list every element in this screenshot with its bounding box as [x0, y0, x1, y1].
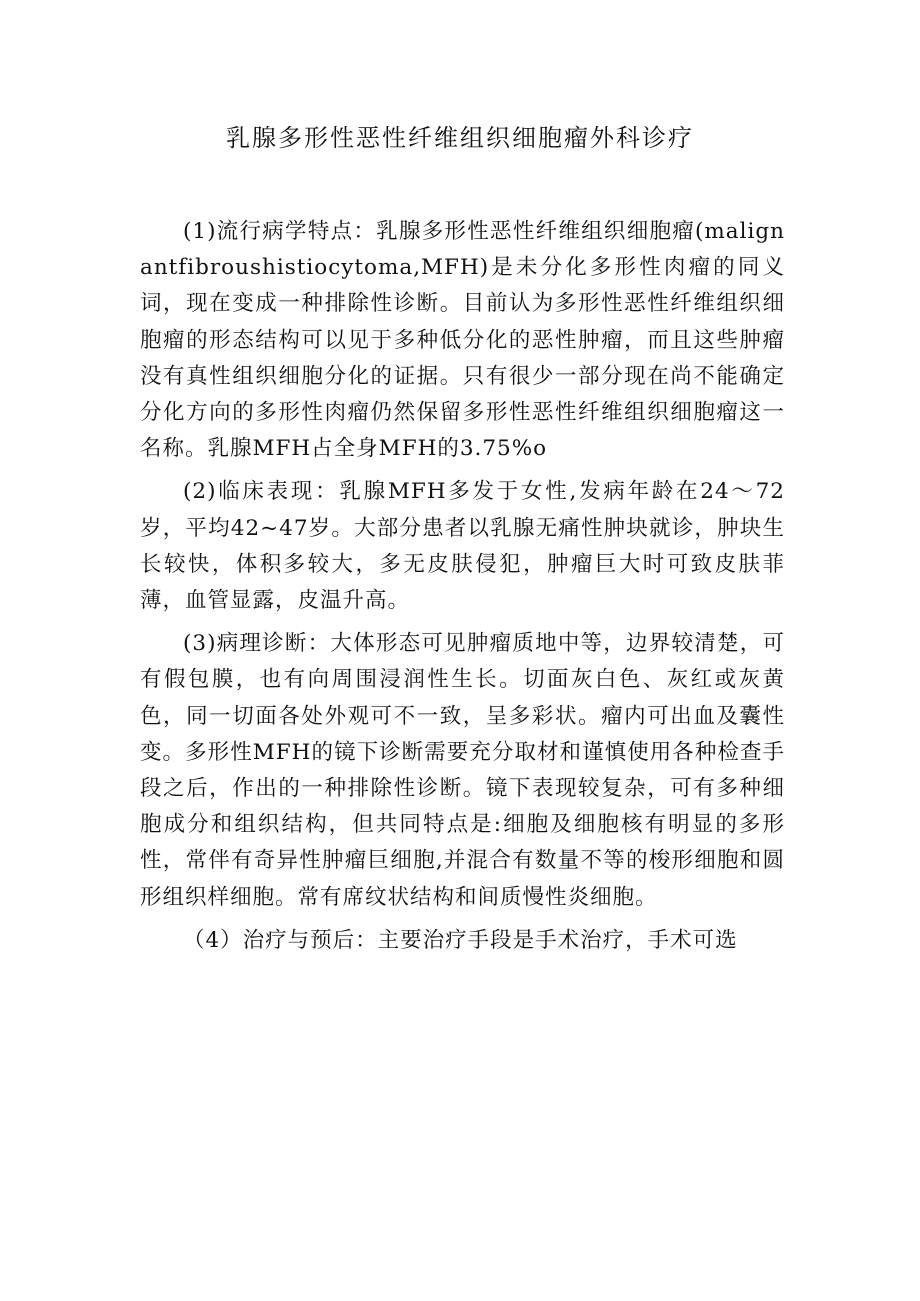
paragraph-pathology-diagnosis: (3)病理诊断：大体形态可见肿瘤质地中等，边界较清楚，可有假包膜，也有向周围浸润性生长。切面灰白色、灰红或灰黄色，同一切面各处外观可不一致，呈多彩状。瘤内可出血及囊性变。多形性MFH的镜下诊断需要充分取材和谨慎使用各种检查手段之后，作出的一种排除性诊断。镜下表现较复杂，可有多种细胞成分和组织结构，但共同特点是:细胞及细胞核有明显的多形性，常伴有奇异性肿瘤巨细胞,并混合有数量不等的梭形细胞和圆形组织样细胞。常有席纹状结构和间质慢性炎细胞。: [140, 631, 785, 910]
document-title: 乳腺多形性恶性纤维组织细胞瘤外科诊疗: [226, 124, 694, 152]
paragraph-epidemiology: (1)流行病学特点：乳腺多形性恶性纤维组织细胞瘤(malignantfibroushistiocytoma,MFH)是未分化多形性肉瘤的同义词，现在变成一种排除性诊断。目前认为多形性恶性纤维组织细胞瘤的形态结构可以见于多种低分化的恶性肿瘤，而且这些肿瘤没有真性组织细胞分化的证据。只有很少一部分现在尚不能确定分化方向的多形性肉瘤仍然保留多形性恶性纤维组织细胞瘤这一名称。乳腺MFH占全身MFH的3.75%o: [140, 219, 785, 462]
paragraph-clinical-presentation: (2)临床表现：乳腺MFH多发于女性,发病年龄在24～72岁，平均42~47岁。大部分患者以乳腺无痛性肿块就诊，肿块生长较快，体积多较大，多无皮肤侵犯，肿瘤巨大时可致皮肤菲薄，血管显露，皮温升高。: [140, 479, 785, 614]
paragraph-treatment-prognosis: （4）治疗与预后：主要治疗手段是手术治疗，手术可选: [183, 927, 738, 953]
document-body: [140, 214, 785, 959]
